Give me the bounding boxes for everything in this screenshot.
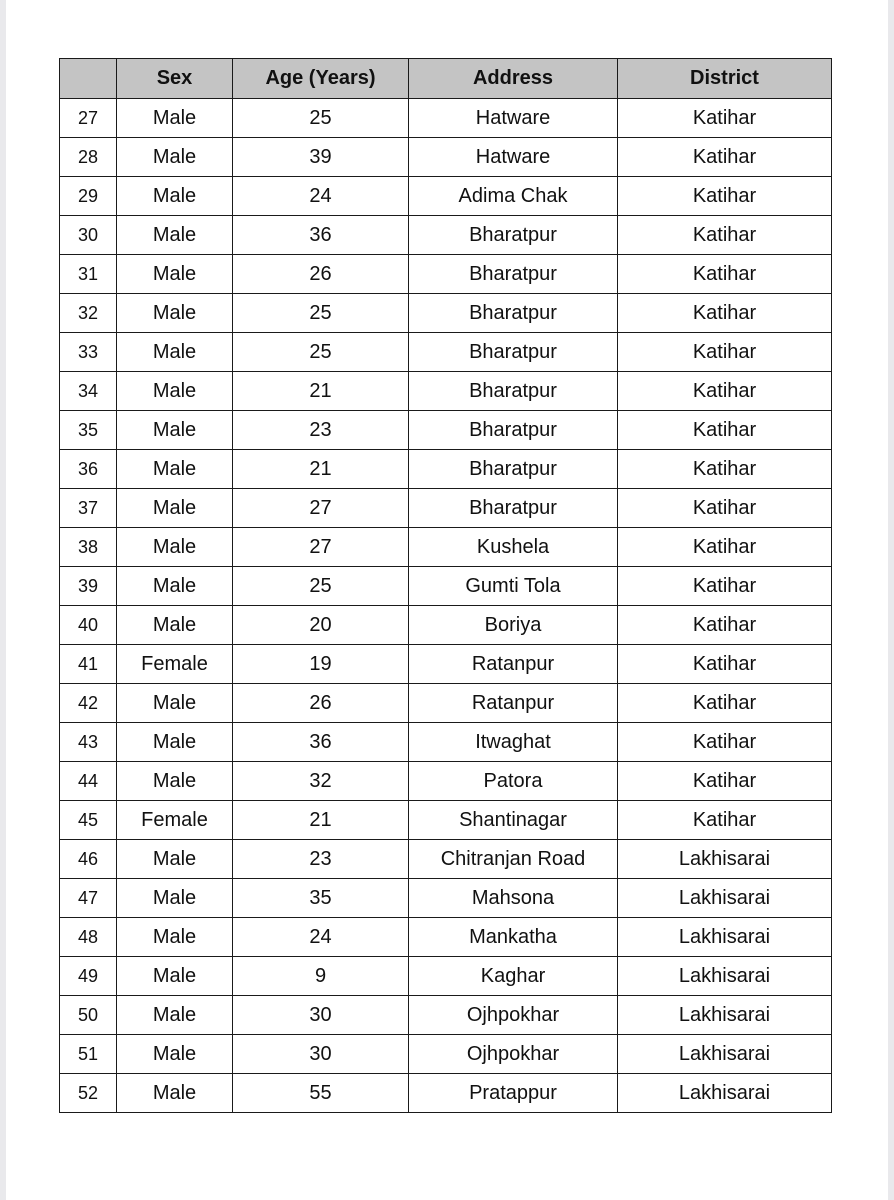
age-cell: 39	[233, 138, 409, 177]
district-cell: Lakhisarai	[618, 957, 832, 996]
age-cell: 20	[233, 606, 409, 645]
age-cell: 21	[233, 801, 409, 840]
table-row	[60, 177, 832, 216]
sex-cell: Male	[117, 567, 233, 606]
serial-number-cell: 34	[60, 372, 117, 411]
sex-cell: Male	[117, 1074, 233, 1113]
sex-cell: Male	[117, 489, 233, 528]
header-serial-number	[60, 59, 117, 99]
serial-number-cell: 42	[60, 684, 117, 723]
district-cell: Katihar	[618, 528, 832, 567]
district-cell: Lakhisarai	[618, 996, 832, 1035]
table-row	[60, 996, 832, 1035]
sex-cell: Male	[117, 216, 233, 255]
serial-number-cell: 44	[60, 762, 117, 801]
table-row	[60, 801, 832, 840]
address-cell: Bharatpur	[409, 216, 618, 255]
district-cell: Katihar	[618, 177, 832, 216]
age-cell: 25	[233, 99, 409, 138]
table-row	[60, 450, 832, 489]
data-table	[59, 58, 832, 1113]
serial-number-cell: 45	[60, 801, 117, 840]
district-cell: Katihar	[618, 450, 832, 489]
table-row	[60, 879, 832, 918]
age-cell: 23	[233, 840, 409, 879]
address-cell: Gumti Tola	[409, 567, 618, 606]
serial-number-cell: 40	[60, 606, 117, 645]
address-cell: Bharatpur	[409, 411, 618, 450]
age-cell: 23	[233, 411, 409, 450]
district-cell: Katihar	[618, 216, 832, 255]
table-row	[60, 333, 832, 372]
address-cell: Chitranjan Road	[409, 840, 618, 879]
address-cell: Ojhpokhar	[409, 1035, 618, 1074]
district-cell: Katihar	[618, 606, 832, 645]
age-cell: 27	[233, 489, 409, 528]
sex-cell: Male	[117, 450, 233, 489]
address-cell: Patora	[409, 762, 618, 801]
table-row	[60, 411, 832, 450]
table-row	[60, 528, 832, 567]
sex-cell: Male	[117, 411, 233, 450]
age-cell: 25	[233, 567, 409, 606]
serial-number-cell: 33	[60, 333, 117, 372]
address-cell: Ratanpur	[409, 645, 618, 684]
district-cell: Lakhisarai	[618, 1074, 832, 1113]
table-body	[60, 99, 832, 1113]
address-cell: Kaghar	[409, 957, 618, 996]
sex-cell: Male	[117, 372, 233, 411]
serial-number-cell: 36	[60, 450, 117, 489]
sex-cell: Male	[117, 1035, 233, 1074]
address-cell: Bharatpur	[409, 489, 618, 528]
table-row	[60, 645, 832, 684]
age-cell: 24	[233, 177, 409, 216]
table-row	[60, 1035, 832, 1074]
address-cell: Adima Chak	[409, 177, 618, 216]
address-cell: Ratanpur	[409, 684, 618, 723]
district-cell: Katihar	[618, 411, 832, 450]
address-cell: Bharatpur	[409, 333, 618, 372]
age-cell: 24	[233, 918, 409, 957]
address-cell: Mahsona	[409, 879, 618, 918]
district-cell: Katihar	[618, 333, 832, 372]
document-page	[6, 0, 888, 1200]
header-sex: Sex	[117, 59, 233, 99]
table-row	[60, 684, 832, 723]
table-row	[60, 957, 832, 996]
age-cell: 36	[233, 723, 409, 762]
sex-cell: Male	[117, 996, 233, 1035]
serial-number-cell: 28	[60, 138, 117, 177]
address-cell: Bharatpur	[409, 294, 618, 333]
table-row	[60, 762, 832, 801]
district-cell: Katihar	[618, 255, 832, 294]
address-cell: Ojhpokhar	[409, 996, 618, 1035]
header-age: Age (Years)	[233, 59, 409, 99]
table-row	[60, 99, 832, 138]
table-row	[60, 567, 832, 606]
table-row	[60, 918, 832, 957]
address-cell: Hatware	[409, 99, 618, 138]
serial-number-cell: 37	[60, 489, 117, 528]
address-cell: Hatware	[409, 138, 618, 177]
district-cell: Lakhisarai	[618, 840, 832, 879]
district-cell: Katihar	[618, 567, 832, 606]
serial-number-cell: 32	[60, 294, 117, 333]
address-cell: Shantinagar	[409, 801, 618, 840]
serial-number-cell: 41	[60, 645, 117, 684]
serial-number-cell: 49	[60, 957, 117, 996]
table-row	[60, 216, 832, 255]
table-row	[60, 255, 832, 294]
table-row	[60, 138, 832, 177]
district-cell: Katihar	[618, 294, 832, 333]
address-cell: Kushela	[409, 528, 618, 567]
sex-cell: Male	[117, 762, 233, 801]
district-cell: Katihar	[618, 801, 832, 840]
sex-cell: Male	[117, 333, 233, 372]
address-cell: Mankatha	[409, 918, 618, 957]
age-cell: 21	[233, 372, 409, 411]
sex-cell: Male	[117, 918, 233, 957]
serial-number-cell: 39	[60, 567, 117, 606]
age-cell: 27	[233, 528, 409, 567]
district-cell: Lakhisarai	[618, 1035, 832, 1074]
sex-cell: Male	[117, 879, 233, 918]
age-cell: 30	[233, 996, 409, 1035]
sex-cell: Male	[117, 294, 233, 333]
sex-cell: Female	[117, 645, 233, 684]
serial-number-cell: 48	[60, 918, 117, 957]
address-cell: Boriya	[409, 606, 618, 645]
serial-number-cell: 47	[60, 879, 117, 918]
district-cell: Katihar	[618, 645, 832, 684]
serial-number-cell: 51	[60, 1035, 117, 1074]
serial-number-cell: 50	[60, 996, 117, 1035]
age-cell: 26	[233, 255, 409, 294]
table-row	[60, 1074, 832, 1113]
address-cell: Pratappur	[409, 1074, 618, 1113]
sex-cell: Male	[117, 684, 233, 723]
sex-cell: Male	[117, 99, 233, 138]
sex-cell: Male	[117, 840, 233, 879]
serial-number-cell: 35	[60, 411, 117, 450]
serial-number-cell: 46	[60, 840, 117, 879]
header-address: Address	[409, 59, 618, 99]
age-cell: 36	[233, 216, 409, 255]
table-row	[60, 723, 832, 762]
age-cell: 21	[233, 450, 409, 489]
address-cell: Itwaghat	[409, 723, 618, 762]
header-district: District	[618, 59, 832, 99]
sex-cell: Male	[117, 255, 233, 294]
address-cell: Bharatpur	[409, 255, 618, 294]
district-cell: Katihar	[618, 99, 832, 138]
serial-number-cell: 27	[60, 99, 117, 138]
age-cell: 35	[233, 879, 409, 918]
age-cell: 25	[233, 333, 409, 372]
sex-cell: Male	[117, 138, 233, 177]
serial-number-cell: 38	[60, 528, 117, 567]
sex-cell: Male	[117, 606, 233, 645]
sex-cell: Male	[117, 723, 233, 762]
serial-number-cell: 52	[60, 1074, 117, 1113]
table-row	[60, 489, 832, 528]
district-cell: Lakhisarai	[618, 918, 832, 957]
district-cell: Katihar	[618, 723, 832, 762]
serial-number-cell: 29	[60, 177, 117, 216]
serial-number-cell: 43	[60, 723, 117, 762]
age-cell: 30	[233, 1035, 409, 1074]
age-cell: 9	[233, 957, 409, 996]
age-cell: 25	[233, 294, 409, 333]
address-cell: Bharatpur	[409, 372, 618, 411]
table-row	[60, 840, 832, 879]
district-cell: Katihar	[618, 138, 832, 177]
table-row	[60, 372, 832, 411]
sex-cell: Male	[117, 177, 233, 216]
district-cell: Katihar	[618, 762, 832, 801]
district-cell: Katihar	[618, 489, 832, 528]
table-header-row	[60, 59, 832, 99]
sex-cell: Female	[117, 801, 233, 840]
district-cell: Katihar	[618, 372, 832, 411]
serial-number-cell: 30	[60, 216, 117, 255]
sex-cell: Male	[117, 957, 233, 996]
district-cell: Lakhisarai	[618, 879, 832, 918]
age-cell: 32	[233, 762, 409, 801]
age-cell: 55	[233, 1074, 409, 1113]
age-cell: 19	[233, 645, 409, 684]
district-cell: Katihar	[618, 684, 832, 723]
age-cell: 26	[233, 684, 409, 723]
serial-number-cell: 31	[60, 255, 117, 294]
table-row	[60, 606, 832, 645]
address-cell: Bharatpur	[409, 450, 618, 489]
sex-cell: Male	[117, 528, 233, 567]
table-row	[60, 294, 832, 333]
